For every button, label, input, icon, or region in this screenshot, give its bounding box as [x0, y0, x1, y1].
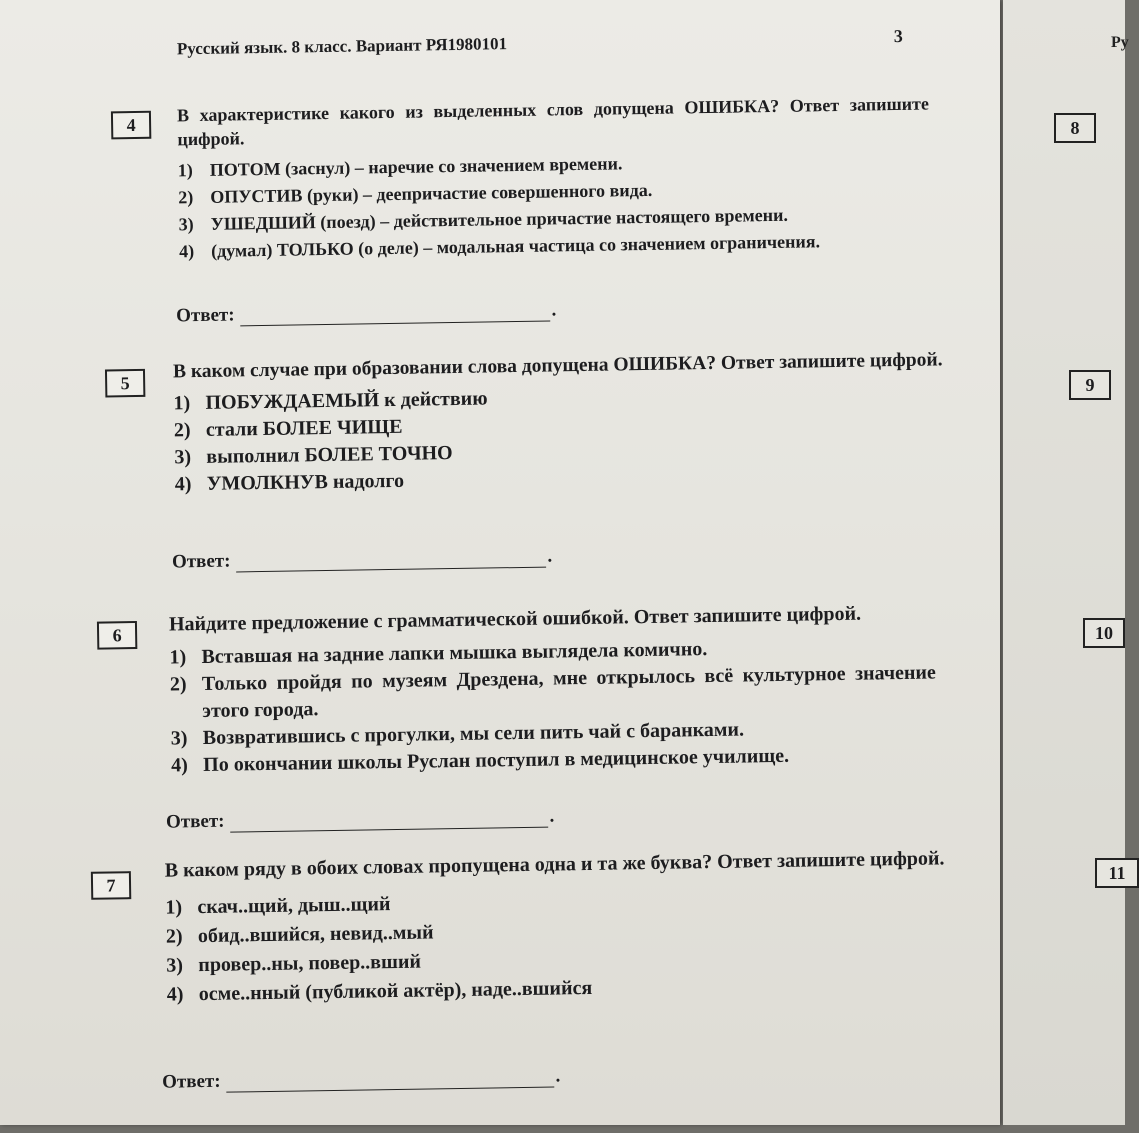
answer-field[interactable]: Ответ: . [171, 545, 553, 573]
option-number: 4) [171, 754, 189, 777]
option-text: По окончании школы Руслан поступил в медицинское училище. [203, 744, 790, 777]
option-text: УМОЛКНУВ надолго [206, 469, 405, 495]
option-text: ОПУСТИВ (руки) – деепричастие совершенного вида. [210, 179, 653, 207]
option-number: 3) [166, 954, 184, 977]
option-text: обид..вшийся, невид..мый [197, 921, 434, 948]
option-number: 1) [177, 160, 193, 181]
answer-line[interactable] [230, 809, 548, 833]
option-text: ПОТОМ (заснул) – наречие со значением времени. [209, 153, 623, 180]
options-list [178, 146, 932, 266]
option-text: Вставшая на задние лапки мышка выглядела комично. [201, 638, 708, 669]
option-text: Возвратившись с прогулки, мы сели пить чай с баранками. [202, 718, 745, 750]
answer-line[interactable] [236, 549, 546, 573]
answer-label: Ответ: [175, 304, 235, 327]
answer-line[interactable] [227, 1069, 555, 1093]
option-number: 3) [174, 446, 192, 469]
task-number-box: 6 [97, 621, 137, 650]
task-6 [169, 600, 942, 779]
option-number: 1) [169, 646, 187, 669]
task-number-box: 4 [111, 111, 151, 140]
options-list [169, 632, 941, 779]
option-number: 2) [165, 925, 183, 948]
page-header: Русский язык. 8 класс. Вариант РЯ1980101 [176, 34, 508, 59]
option-number: 1) [173, 392, 191, 415]
answer-label: Ответ: [171, 550, 231, 573]
answer-field[interactable]: Ответ: . [175, 299, 557, 327]
task-5 [173, 348, 945, 498]
options-list [173, 378, 945, 498]
answer-line[interactable] [240, 302, 550, 326]
option-text: скач..щий, дыш..щий [197, 893, 391, 919]
answer-label: Ответ: [161, 1070, 221, 1093]
option-number: 3) [170, 727, 188, 750]
task-7 [165, 845, 982, 1010]
task-question: В каком ряду в обоих словах пропущена одна и та же буква? Ответ запишите цифрой. [164, 847, 945, 882]
option-text: ПОБУЖДАЕМЫЙ к действию [205, 387, 488, 414]
next-page-header-fragment: Ру [1111, 34, 1129, 51]
next-task-number-box: 8 [1054, 113, 1096, 143]
option-number: 4) [166, 983, 184, 1006]
option-number: 2) [169, 673, 187, 696]
answer-field[interactable]: Ответ: . [161, 1065, 561, 1093]
next-task-number-box: 10 [1083, 618, 1125, 648]
task-number-box: 5 [105, 369, 145, 398]
option-text: Только пройдя по музеям Дрездена, мне открылось всё культурное значение этого города. [201, 661, 936, 723]
task-4 [177, 92, 931, 266]
next-task-number-box: 9 [1069, 370, 1111, 400]
options-list [165, 881, 982, 1010]
task-number-box: 7 [91, 871, 131, 900]
answer-label: Ответ: [165, 810, 225, 833]
task-question: В характеристике какого из выделенных слов допущена ОШИБКА? Ответ запишите цифрой. [176, 93, 930, 150]
option-text: (думал) ТОЛЬКО (о деле) – модальная частица со значением ограничения. [210, 231, 821, 261]
task-question: В каком случае при образовании слова допущена ОШИБКА? Ответ запишите цифрой. [172, 349, 943, 383]
option-text: провер..ны, повер..вший [198, 950, 422, 977]
next-task-number-box: 11 [1095, 858, 1139, 888]
task-question: Найдите предложение с грамматической ошибкой. Ответ запишите цифрой. [168, 602, 862, 636]
option-number: 2) [178, 187, 194, 208]
option-text: осме..нный (публикой актёр), наде..вшийся [198, 976, 593, 1006]
page-number: 3 [893, 25, 903, 47]
option-number: 3) [178, 214, 194, 235]
option-text: стали БОЛЕЕ ЧИЩЕ [205, 415, 403, 441]
option-number: 2) [173, 419, 191, 442]
option-number: 4) [174, 473, 192, 496]
option-text: выполнил БОЛЕЕ ТОЧНО [206, 442, 453, 468]
option-number: 1) [165, 896, 183, 919]
next-page-edge [1003, 0, 1129, 1125]
option-text: УШЕДШИЙ (поезд) – действительное причастие настоящего времени. [210, 204, 789, 234]
answer-field[interactable]: Ответ: . [165, 805, 555, 833]
option-number: 4) [178, 241, 195, 262]
